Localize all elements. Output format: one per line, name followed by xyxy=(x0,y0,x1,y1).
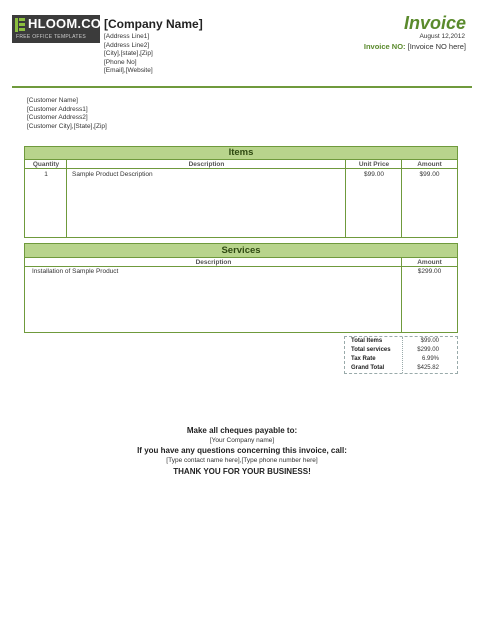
totals-label: Total services xyxy=(351,347,391,353)
company-city-state-zip: [City],[state],[Zip] xyxy=(104,50,153,58)
totals-value: $99.00 xyxy=(420,338,439,344)
invoice-date: August 12,2012 xyxy=(419,33,465,40)
totals-label: Total Items xyxy=(351,338,383,344)
company-name: [Company Name] xyxy=(104,17,203,31)
footer-thanks: THANK YOU FOR YOUR BUSINESS! xyxy=(173,467,311,476)
totals-value: 6.99% xyxy=(421,356,439,362)
totals-row xyxy=(345,365,457,374)
footer-cheques-line: Make all cheques payable to: xyxy=(186,426,298,435)
item-description: Sample Product Description xyxy=(72,171,153,178)
logo-tagline: FREE OFFICE TEMPLATES xyxy=(16,34,87,40)
company-address-line1: [Address Line1] xyxy=(104,33,150,40)
totals-label: Tax Rate xyxy=(351,356,376,362)
totals-value: $299.00 xyxy=(417,347,439,353)
company-email-website: [Email],[Website] xyxy=(104,67,153,75)
totals-value: $425.82 xyxy=(417,365,439,371)
items-col-description: Description xyxy=(67,160,346,169)
item-amount: $99.00 xyxy=(419,171,440,178)
services-col-description: Description xyxy=(25,258,402,267)
company-address-line2: [Address Line2] xyxy=(104,41,150,49)
customer-block xyxy=(27,97,107,131)
company-address-block xyxy=(104,33,153,76)
customer-name: [Customer Name] xyxy=(27,97,78,104)
logo-mark-icon xyxy=(15,18,25,32)
items-table-title: Items xyxy=(25,147,457,160)
hloom-logo xyxy=(12,15,113,43)
item-unit-price: $99.00 xyxy=(364,171,384,178)
items-col-unit-price: Unit Price xyxy=(346,160,402,169)
customer-address2: [Customer Address2] xyxy=(27,114,88,122)
invoice-number-label: Invoice NO: xyxy=(363,42,406,51)
totals-row xyxy=(345,356,457,365)
invoice-number-value: [Invoice NO here] xyxy=(407,42,466,51)
totals-box xyxy=(344,336,458,374)
footer-questions-line: If you have any questions concerning this invoice, call: xyxy=(137,446,347,455)
company-phone: [Phone No] xyxy=(104,58,137,66)
invoice-title: Invoice xyxy=(403,13,466,33)
service-description: Installation of Sample Product xyxy=(32,268,119,275)
footer-contact-placeholder: [Type contact name here],[Type phone number here] xyxy=(166,457,318,464)
totals-row xyxy=(345,338,457,347)
header-divider xyxy=(12,86,472,88)
services-table xyxy=(24,243,458,333)
logo-brand-text: HLOOM.COM xyxy=(28,16,113,31)
totals-row xyxy=(345,347,457,356)
services-table-title: Services xyxy=(25,244,457,258)
items-col-quantity: Quantity xyxy=(25,160,67,169)
items-col-amount: Amount xyxy=(402,160,457,169)
customer-city-state-zip: [Customer City],[State],[Zip] xyxy=(27,122,107,130)
items-table xyxy=(24,146,458,238)
item-quantity: 1 xyxy=(44,171,48,178)
footer-company-placeholder: [Your Company name] xyxy=(209,437,275,444)
customer-address1: [Customer Address1] xyxy=(27,105,88,113)
invoice-number-row xyxy=(364,42,466,51)
services-col-amount: Amount xyxy=(402,258,457,267)
totals-label: Grand Total xyxy=(351,365,385,371)
service-amount: $299.00 xyxy=(417,268,442,275)
